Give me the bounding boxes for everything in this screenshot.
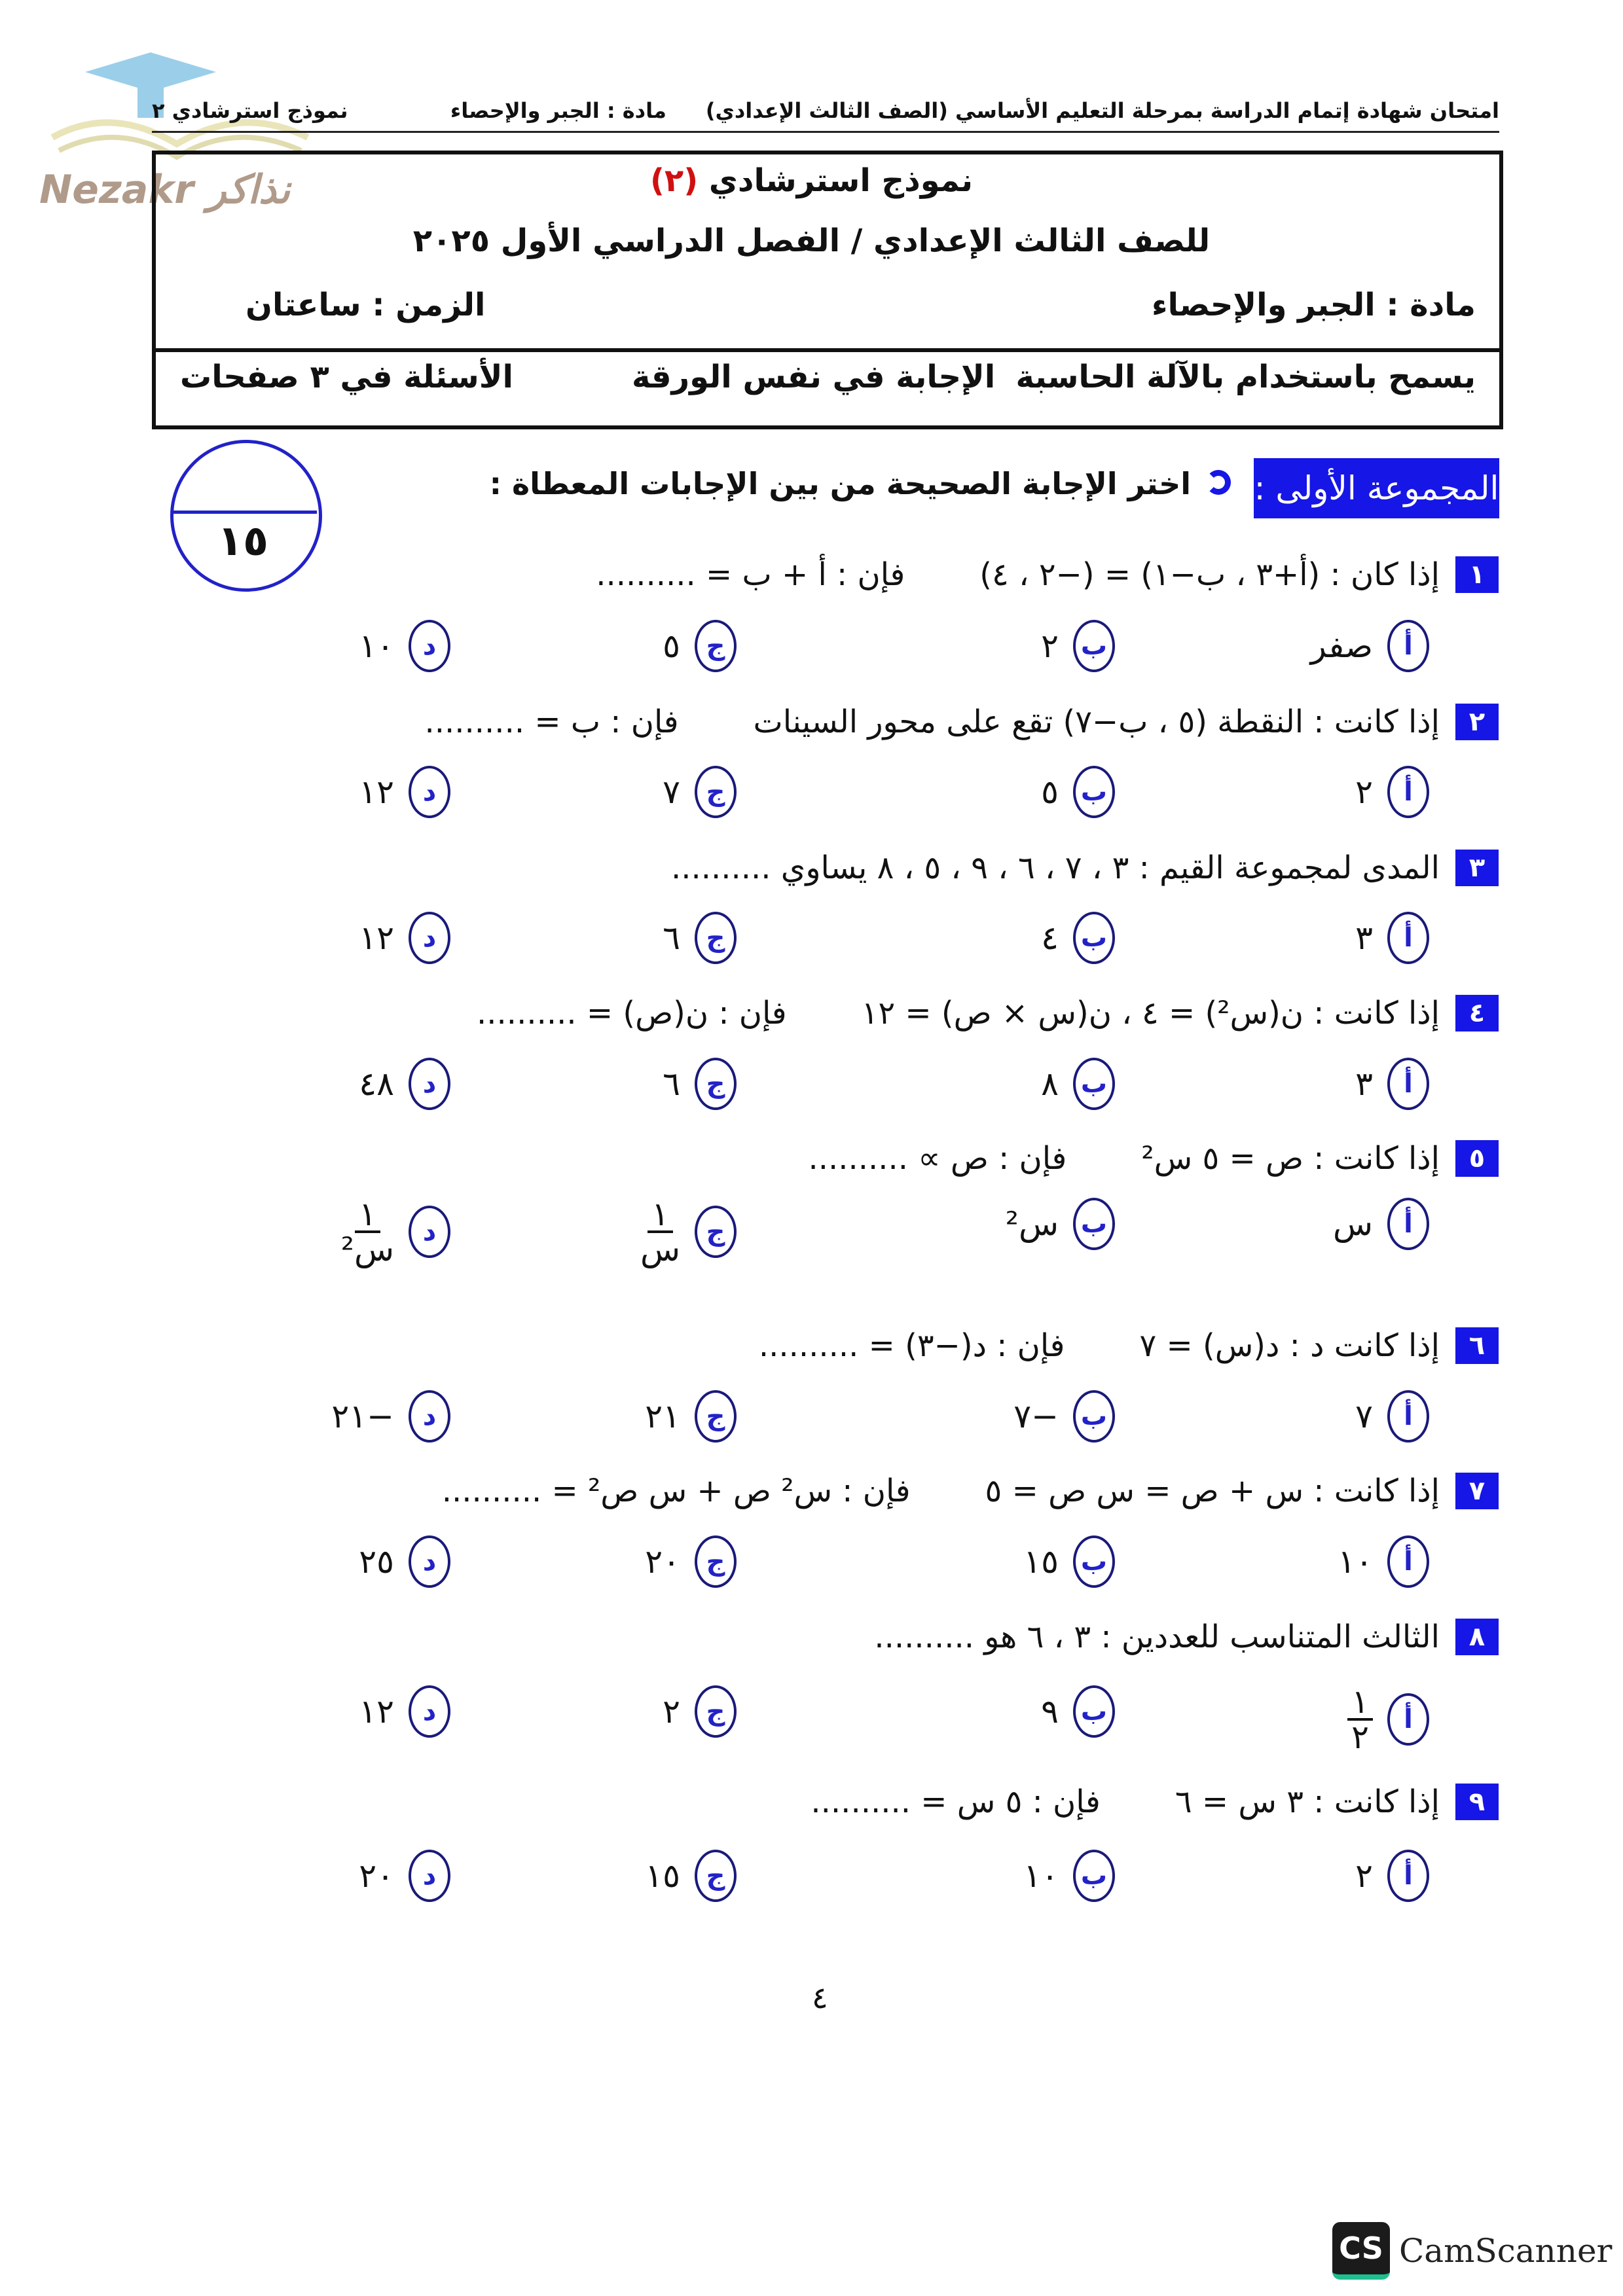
option-value: ٥ — [663, 627, 680, 665]
option-letter-circle[interactable]: ج — [695, 620, 737, 672]
option-value: صفر — [1310, 627, 1373, 665]
option-ج[interactable] — [663, 766, 737, 818]
option-value: ٢٠ — [645, 1543, 680, 1581]
numerator: ١ — [355, 1198, 380, 1233]
option-letter-circle[interactable]: د — [409, 620, 450, 672]
question-1 — [596, 556, 1499, 593]
score-total: ١٥ — [217, 517, 269, 565]
option-value: س — [1332, 1205, 1373, 1243]
option-letter-circle[interactable]: ب — [1073, 1198, 1115, 1250]
option-ب[interactable] — [1041, 912, 1115, 964]
option-د[interactable] — [359, 766, 450, 818]
question-text: إذا كان : (أ+٣ ، ب−١) = (−٢ ، ٤) — [979, 556, 1440, 593]
option-letter-circle[interactable]: د — [409, 1685, 450, 1738]
question-9 — [811, 1784, 1499, 1820]
score-divider — [172, 511, 317, 514]
option-letter-circle[interactable]: ج — [695, 1535, 737, 1588]
fraction-value — [340, 1195, 394, 1268]
option-value: ٤٨ — [359, 1065, 394, 1103]
option-letter-circle[interactable]: ج — [695, 1206, 737, 1258]
title-number: (٢) — [649, 162, 699, 199]
question-3 — [671, 850, 1499, 886]
option-letter-circle[interactable]: ب — [1073, 1685, 1115, 1738]
question-number-badge: ٧ — [1455, 1473, 1499, 1509]
question-number-badge: ٦ — [1455, 1327, 1499, 1364]
subject: مادة : الجبر والإحصاء — [1151, 287, 1476, 323]
question-then: فإن : أ + ب = .......... — [596, 556, 905, 593]
option-letter-circle[interactable]: أ — [1387, 1390, 1429, 1443]
option-letter-circle[interactable]: ب — [1073, 620, 1115, 672]
question-then: فإن : ٥ س = .......... — [811, 1784, 1101, 1820]
option-د[interactable] — [359, 620, 450, 672]
question-6 — [759, 1327, 1499, 1364]
question-text: المدى لمجموعة القيم : ٣ ، ٧ ، ٦ ، ٩ ، ٥ ، ٨ يساوي .......... — [670, 850, 1440, 886]
option-value: ٦ — [663, 919, 680, 957]
question-number-badge: ٥ — [1455, 1140, 1499, 1177]
option-د[interactable] — [359, 1535, 450, 1588]
group-label: المجموعة الأولى : — [1254, 458, 1499, 518]
option-أ[interactable] — [1347, 1683, 1429, 1756]
option-letter-circle[interactable]: أ — [1387, 1693, 1429, 1746]
denominator: ٢ — [1351, 1718, 1369, 1756]
option-value: ٤ — [1041, 919, 1059, 957]
camscanner-text: CamScanner — [1399, 2232, 1613, 2270]
option-value: ٢٥ — [359, 1543, 394, 1581]
option-ب[interactable] — [1041, 620, 1115, 672]
option-أ[interactable] — [1355, 1390, 1429, 1443]
exam-time: الزمن : ساعتان — [246, 287, 486, 323]
option-letter-circle[interactable]: ج — [695, 1685, 737, 1738]
option-ب[interactable] — [1013, 1390, 1115, 1443]
watermark-text: Nezakr نذاكر — [39, 167, 291, 213]
option-ب[interactable] — [1023, 1535, 1115, 1588]
question-text: إذا كانت : س + ص = س ص = ٥ — [985, 1473, 1440, 1509]
header-rule — [152, 131, 1499, 133]
option-value: ٢٠ — [359, 1857, 394, 1895]
option-value: ١٢ — [359, 773, 394, 811]
option-ج[interactable] — [663, 620, 737, 672]
option-د[interactable] — [359, 1850, 450, 1902]
answer-note: الإجابة في نفس الورقة — [632, 359, 996, 395]
option-ب[interactable] — [1041, 1058, 1115, 1110]
calculator-note: يسمح باستخدام بالآلة الحاسبة — [1015, 359, 1476, 395]
option-letter-circle[interactable]: أ — [1387, 1058, 1429, 1110]
option-د[interactable] — [359, 912, 450, 964]
denominator: س² — [340, 1230, 394, 1268]
question-then: فإن : ص ∝ .......... — [808, 1140, 1067, 1177]
option-value: س² — [1005, 1205, 1059, 1243]
pages-note: الأسئلة في ٣ صفحات — [180, 359, 513, 395]
option-ب[interactable] — [1041, 1685, 1115, 1738]
option-أ[interactable] — [1355, 766, 1429, 818]
option-value: ١٢ — [359, 919, 394, 957]
numerator: ١ — [1347, 1685, 1373, 1721]
exam-header-row — [152, 98, 1499, 123]
subtitle: للصف الثالث الإعدادي / الفصل الدراسي الأول ٢٠٢٥ — [412, 223, 1211, 259]
option-value: ٢١ — [645, 1397, 680, 1435]
camscanner-logo-icon: CS — [1332, 2222, 1390, 2280]
option-أ[interactable] — [1355, 1850, 1429, 1902]
option-letter-circle[interactable]: د — [409, 1850, 450, 1902]
question-number-badge: ١ — [1455, 556, 1499, 593]
option-أ[interactable] — [1311, 620, 1429, 672]
option-ج[interactable] — [645, 1390, 737, 1443]
fraction-value — [1347, 1683, 1373, 1756]
question-4 — [477, 995, 1499, 1031]
option-value: −٧ — [1013, 1397, 1059, 1435]
option-letter-circle[interactable]: د — [409, 912, 450, 964]
question-text: إذا كانت د : د(س) = ٧ — [1139, 1327, 1440, 1364]
option-letter-circle[interactable]: د — [409, 1058, 450, 1110]
exam-header-right — [450, 98, 1499, 123]
option-letter-circle[interactable]: د — [409, 1535, 450, 1588]
option-value: ٢ — [663, 1693, 680, 1731]
option-letter-circle[interactable]: ب — [1073, 1535, 1115, 1588]
option-value: ٦ — [663, 1065, 680, 1103]
option-value: ٨ — [1041, 1065, 1059, 1103]
question-text: الثالث المتناسب للعددين : ٣ ، ٦ هو .......... — [874, 1619, 1440, 1655]
option-value: ١٥ — [645, 1857, 680, 1895]
option-value: ٣ — [1355, 919, 1373, 957]
section-instruction: اختر الإجابة الصحيحة من بين الإجابات المعطاة : — [489, 466, 1191, 501]
option-letter-circle[interactable]: ج — [695, 766, 737, 818]
question-number-badge: ٩ — [1455, 1784, 1499, 1820]
option-letter-circle[interactable]: أ — [1387, 1850, 1429, 1902]
option-letter-circle[interactable]: أ — [1387, 1198, 1429, 1250]
question-then: فإن : ن(ص) = .......... — [477, 995, 787, 1031]
option-letter-circle[interactable]: ج — [695, 912, 737, 964]
fraction-value — [640, 1195, 680, 1268]
option-value: ٧ — [1355, 1397, 1373, 1435]
header-subject: مادة : الجبر والإحصاء — [450, 98, 666, 123]
arrow-icon — [1206, 470, 1231, 495]
score-circle — [170, 440, 322, 592]
option-letter-circle[interactable]: أ — [1387, 766, 1429, 818]
info-box-divider — [152, 348, 1503, 352]
option-value: ١٢ — [359, 1693, 394, 1731]
question-8 — [874, 1619, 1499, 1655]
option-أ[interactable] — [1355, 1058, 1429, 1110]
option-ب[interactable] — [1041, 766, 1115, 818]
question-then: فإن : س² ص + س ص² = .......... — [441, 1473, 911, 1509]
option-value: −٢١ — [331, 1397, 394, 1435]
option-ج[interactable] — [645, 1535, 737, 1588]
option-letter-circle[interactable]: ب — [1073, 1058, 1115, 1110]
option-ب[interactable] — [1006, 1198, 1115, 1250]
option-letter-circle[interactable]: ج — [695, 1058, 737, 1110]
option-value: ٢ — [1041, 627, 1059, 665]
option-value: ٩ — [1041, 1693, 1059, 1731]
question-number-badge: ٢ — [1455, 704, 1499, 740]
camscanner-watermark — [1332, 2222, 1612, 2280]
title-text: نموذج استرشادي — [708, 162, 974, 199]
option-value: ٣ — [1355, 1065, 1373, 1103]
option-د[interactable] — [331, 1390, 450, 1443]
denominator: س — [640, 1230, 680, 1268]
option-letter-circle[interactable]: أ — [1387, 620, 1429, 672]
question-text: إذا كانت : ن(س²) = ٤ ، ن(س × ص) = ١٢ — [861, 995, 1440, 1031]
option-د[interactable] — [359, 1058, 450, 1110]
question-text: إذا كانت : ٣ س = ٦ — [1175, 1784, 1440, 1820]
page-title — [0, 162, 1623, 199]
option-ج[interactable] — [663, 1058, 737, 1110]
page-number: ٤ — [812, 1980, 828, 2015]
option-ب[interactable] — [1023, 1850, 1115, 1902]
option-value: ٥ — [1041, 773, 1059, 811]
option-letter-circle[interactable]: ب — [1073, 766, 1115, 818]
header-model: نموذج استرشادي ٢ — [152, 98, 348, 123]
question-7 — [442, 1473, 1499, 1509]
question-text: إذا كانت : النقطة (٥ ، ب−٧) تقع على محور السينات — [753, 704, 1440, 740]
question-then: فإن : ب = .......... — [424, 704, 679, 740]
option-ج[interactable] — [663, 1685, 737, 1738]
question-then: فإن : د(−٣) = .......... — [758, 1327, 1065, 1364]
option-ج[interactable] — [645, 1850, 737, 1902]
option-value: ٢ — [1355, 1857, 1373, 1895]
option-letter-circle[interactable]: د — [409, 1390, 450, 1443]
option-ج[interactable] — [663, 912, 737, 964]
option-letter-circle[interactable]: ب — [1073, 1850, 1115, 1902]
option-letter-circle[interactable]: ب — [1073, 912, 1115, 964]
question-2 — [425, 704, 1499, 740]
option-أ[interactable] — [1338, 1535, 1429, 1588]
option-value: ٧ — [663, 773, 680, 811]
option-letter-circle[interactable]: ب — [1073, 1390, 1115, 1443]
question-number-badge: ٣ — [1455, 850, 1499, 886]
option-value: ٢ — [1355, 773, 1373, 811]
numerator: ١ — [647, 1198, 673, 1233]
option-letter-circle[interactable]: ج — [695, 1850, 737, 1902]
option-value: ١٥ — [1023, 1543, 1059, 1581]
option-letter-circle[interactable]: د — [409, 766, 450, 818]
option-letter-circle[interactable]: أ — [1387, 912, 1429, 964]
option-value: ١٠ — [359, 627, 394, 665]
option-value: ١٠ — [1023, 1857, 1059, 1895]
question-5 — [808, 1140, 1499, 1177]
option-أ[interactable] — [1333, 1198, 1429, 1250]
option-letter-circle[interactable]: د — [409, 1206, 450, 1258]
question-text: إذا كانت : ص = ٥ س² — [1141, 1140, 1440, 1177]
option-د[interactable] — [359, 1685, 450, 1738]
question-number-badge: ٤ — [1455, 995, 1499, 1031]
option-أ[interactable] — [1355, 912, 1429, 964]
option-letter-circle[interactable]: ج — [695, 1390, 737, 1443]
exam-header-text: امتحان شهادة إتمام الدراسة بمرحلة التعليم الأساسي (الصف الثالث الإعدادي) — [705, 98, 1499, 123]
option-ج[interactable] — [640, 1195, 737, 1268]
option-letter-circle[interactable]: أ — [1387, 1535, 1429, 1588]
option-value: ١٠ — [1338, 1543, 1373, 1581]
question-number-badge: ٨ — [1455, 1619, 1499, 1655]
option-د[interactable] — [340, 1195, 450, 1268]
